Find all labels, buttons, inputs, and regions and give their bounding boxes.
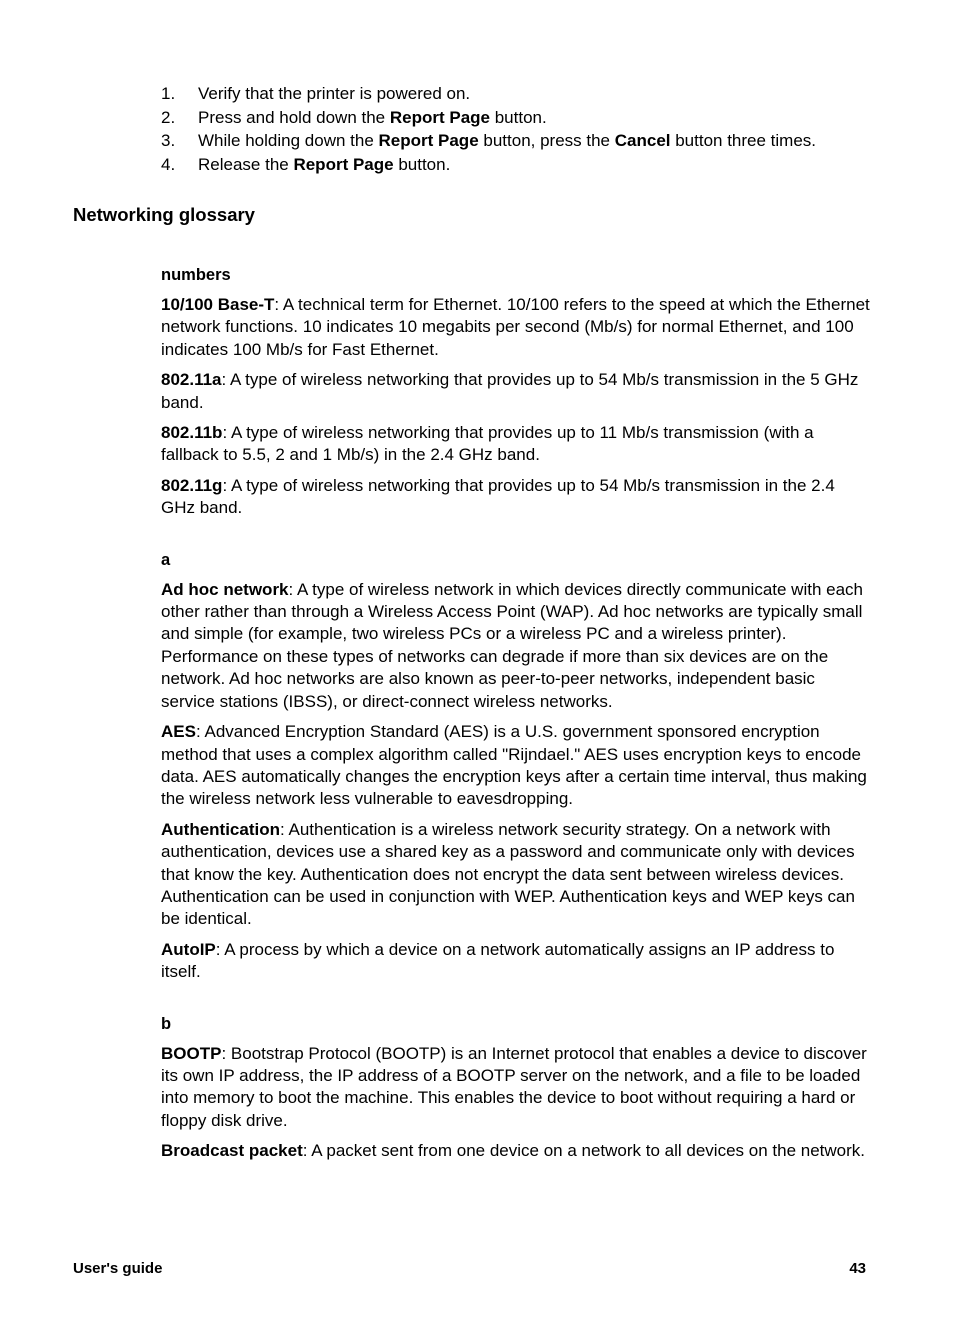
step-number: 2. (161, 107, 176, 127)
step-emphasis: Cancel (614, 131, 671, 150)
step-emphasis: Report Page (378, 131, 479, 150)
glossary-entry (161, 369, 871, 414)
glossary-term: BOOTP (161, 1043, 222, 1063)
glossary-term: 802.11g (161, 475, 223, 495)
glossary-entry (161, 939, 871, 984)
glossary-entry (161, 475, 871, 520)
glossary-term: 10/100 Base-T (161, 295, 275, 314)
glossary-group-heading: numbers (161, 266, 231, 284)
glossary (161, 264, 871, 1171)
step-text-run: button three times. (670, 131, 817, 150)
glossary-term: Ad hoc network (161, 579, 289, 599)
step-text (198, 82, 470, 106)
step-number: 1. (161, 84, 176, 103)
step-text-run: button. (393, 154, 451, 174)
glossary-group (161, 549, 871, 984)
glossary-group-heading: a (161, 550, 171, 569)
glossary-group (161, 264, 871, 520)
glossary-entry (161, 721, 871, 811)
glossary-entry (161, 1140, 871, 1162)
step-emphasis: Report Page (389, 107, 490, 127)
step-item (161, 106, 881, 130)
step-number: 4. (161, 154, 176, 174)
glossary-definition: : Bootstrap Protocol (BOOTP) is an Internet protocol that enables a device to discover its own IP address, the IP address of a BOOTP server on the network, and a file to be loaded into memory to boot the machine. This enables the device to boot without requiring a hard or floppy disk drive. (161, 1043, 867, 1130)
glossary-entry (161, 579, 871, 713)
step-text-run: Verify that the printer is powered on. (198, 84, 471, 103)
step-text (198, 106, 547, 130)
step-emphasis: Report Page (293, 154, 394, 174)
glossary-definition: : A type of wireless networking that provides up to 11 Mb/s transmission (with a fallback to 5.5, 2 and 1 Mb/s) in the 2.4 GHz band. (161, 423, 814, 465)
glossary-definition: : A type of wireless networking that provides up to 54 Mb/s transmission in the 5 GHz band. (161, 370, 859, 412)
step-item (161, 129, 881, 153)
glossary-term: AES (161, 722, 196, 742)
glossary-term: 802.11a (161, 370, 222, 390)
glossary-definition: : A process by which a device on a network automatically assigns an IP address to itself. (161, 939, 835, 982)
glossary-definition: : A type of wireless networking that provides up to 54 Mb/s transmission in the 2.4 GHz band. (161, 475, 835, 518)
section-title: Networking glossary (73, 204, 255, 225)
glossary-definition: : A packet sent from one device on a network to all devices on the network. (302, 1141, 865, 1161)
step-text-run: Press and hold down the (198, 107, 390, 127)
step-text-run: While holding down the (198, 131, 379, 150)
footer-guide-label: User's guide (73, 1260, 163, 1277)
glossary-group-heading: b (161, 1014, 172, 1033)
step-number: 3. (161, 131, 176, 150)
glossary-entry (161, 294, 871, 361)
glossary-definition: : Authentication is a wireless network security strategy. On a network with authentication, devices use a shared key as a password and communicate only with devices that know the key. Authentication does not encrypt the data sent between wireless devices. Authentication can be used in conjunction with WEP. Authentication keys and WEP keys can be identical. (161, 819, 855, 929)
step-text-run: button, press the (478, 131, 615, 150)
step-item (161, 82, 881, 106)
glossary-entry (161, 422, 871, 467)
step-item (161, 153, 881, 177)
glossary-definition: : A technical term for Ethernet. 10/100 refers to the speed at which the Ethernet network functions. 10 indicates 10 megabits per second (Mb/s) for normal Ethernet, and 100 indicates 100 Mb/s for Fast Ethernet. (161, 295, 870, 359)
step-text (198, 129, 816, 153)
glossary-entry (161, 1043, 871, 1133)
glossary-entry (161, 819, 871, 931)
step-text-run: button. (490, 107, 547, 127)
step-text-run: Release the (198, 154, 294, 174)
procedure-steps (161, 82, 881, 176)
glossary-definition: : Advanced Encryption Standard (AES) is a U.S. government sponsored encryption method that uses a complex algorithm called "Rijndael." AES uses encryption keys to encode data. AES automatically changes the encryption keys after a certain time interval, thus making the wireless network less vulnerable to eavesdropping. (161, 722, 867, 809)
step-text (198, 153, 450, 177)
glossary-term: Broadcast packet (161, 1141, 303, 1161)
glossary-group (161, 1013, 871, 1163)
glossary-term: 802.11b (161, 423, 223, 443)
glossary-definition: : A type of wireless network in which devices directly communicate with each other rather than through a Wireless Access Point (WAP). Ad hoc networks are typically small and simple (for example, two wireless PCs or a wireless PC and a wireless printer). Performance on these types of networks can degrade if more than six devices are on the network. Ad hoc networks are also known as peer-to-peer networks, independent basic service stations (IBSS), or direct-connect wireless networks. (161, 579, 863, 711)
page-number: 43 (849, 1260, 866, 1277)
glossary-term: Authentication (161, 819, 280, 839)
glossary-term: AutoIP (161, 939, 216, 959)
